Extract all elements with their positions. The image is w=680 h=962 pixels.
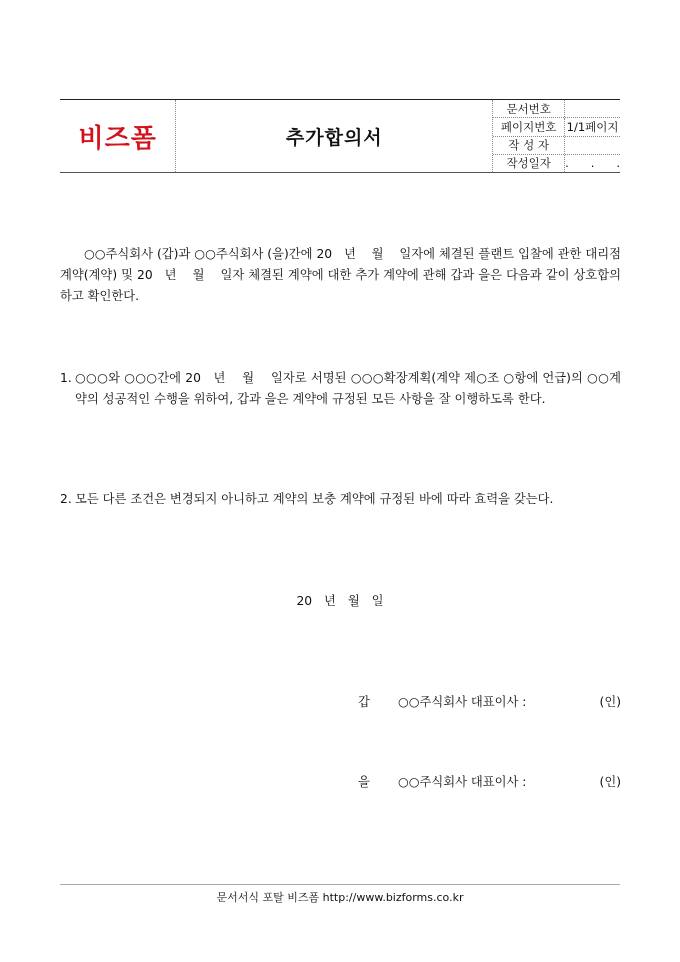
representative-label: ○○주식회사 대표이사 : [398, 775, 527, 789]
footer-divider [60, 884, 620, 885]
footer-text: 문서서식 포탈 비즈폼 http://www.bizforms.co.kr [216, 891, 464, 904]
signature-line-eul [358, 772, 621, 790]
meta-row-doc-number [493, 100, 620, 118]
meta-value: . . . [565, 156, 620, 171]
seal-mark: (인) [599, 695, 621, 709]
meta-label: 작 성 자 [493, 137, 565, 154]
intro-paragraph: ○○주식회사 (갑)과 ○○주식회사 (을)간에 20 년 월 일자에 체결된 플랜트 입찰에 관한 대리점 계약(계약) 및 20 년 월 일자 체결된 계약에 대한 추가 계약에 관해 갑과 을은 다음과 같이 상호합의하고 확인한다. [60, 247, 625, 303]
representative-label: ○○주식회사 대표이사 : [398, 695, 527, 709]
clause-2 [60, 489, 621, 510]
meta-row-date [493, 155, 620, 172]
signing-date: 20 년 월 일 [296, 594, 384, 608]
meta-value: 1/1페이지 [566, 119, 619, 134]
meta-label: 페이지번호 [493, 118, 565, 135]
clause-text: 모든 다른 조건은 변경되지 아니하고 계약의 보충 계약에 규정된 바에 따라 효력을 갖는다. [75, 492, 554, 506]
meta-row-page-number [493, 118, 620, 136]
meta-label: 작성일자 [493, 155, 565, 172]
party-label: 갑 [358, 695, 370, 709]
title-cell [176, 100, 493, 172]
document-title: 추가합의서 [285, 126, 383, 149]
meta-value [565, 100, 620, 117]
clause-1 [60, 368, 621, 410]
meta-row-author [493, 137, 620, 155]
meta-value [565, 137, 620, 154]
clause-text: ○○○와 ○○○간에 20 년 월 일자로 서명된 ○○○확장계획(계약 제○조 ○항에 언급)의 ○○계약의 성공적인 수행을 위하여, 갑과 을은 계약에 규정된 모든 사항을 잘 이행하도록 한다. [75, 371, 621, 406]
party-label: 을 [358, 775, 370, 789]
logo-cell [60, 100, 176, 172]
bizform-logo: 비즈폼 [78, 123, 157, 154]
clause-number: 1. [60, 371, 72, 385]
meta-table [493, 100, 620, 172]
signature-line-gap [358, 692, 621, 710]
clause-number: 2. [60, 492, 72, 506]
seal-mark: (인) [599, 775, 621, 789]
meta-label: 문서번호 [493, 100, 565, 117]
document-header [60, 99, 620, 173]
